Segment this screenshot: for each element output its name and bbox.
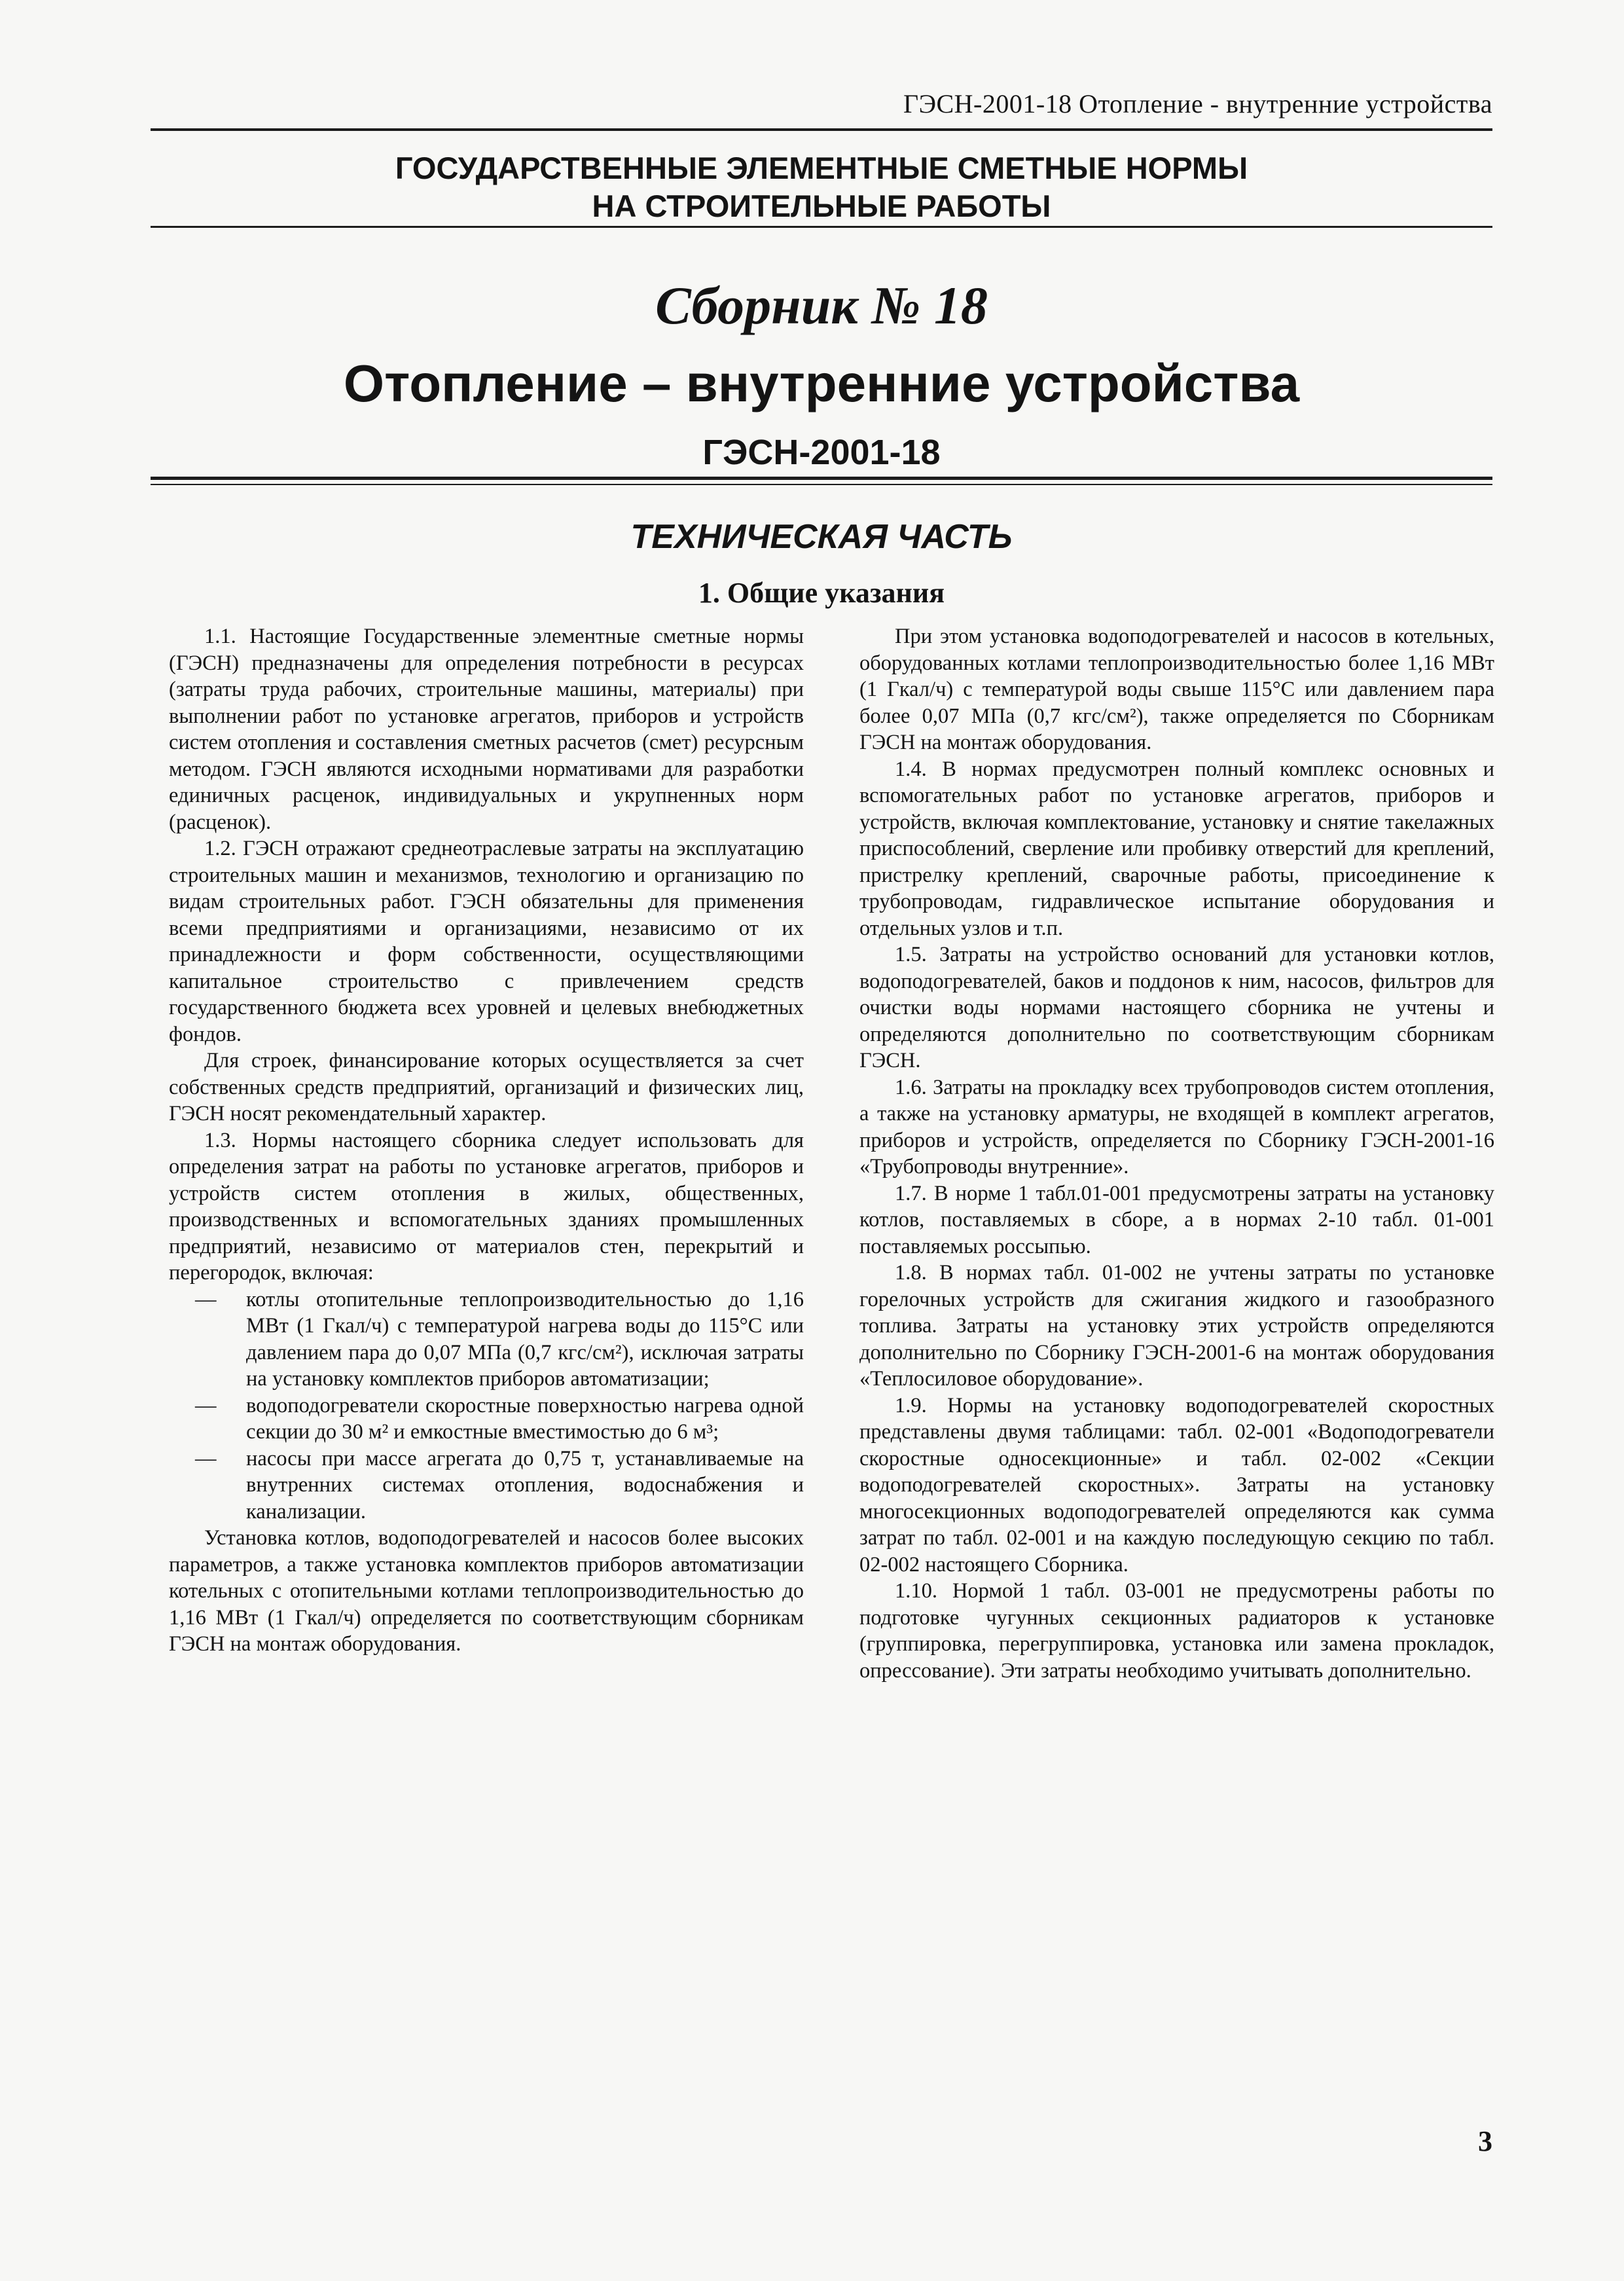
document-code: ГЭСН-2001-18 [702,433,941,472]
equipment-list [169,1286,804,1525]
paragraph-1-6: 1.6. Затраты на прокладку всех трубопроводов систем отопления, а также на установку арматуры, не входящей в комплект агрегатов, приборов и устройств, определяется по Сборнику ГЭСН-2001-16 «Трубопроводы внутренние». [859,1075,1494,1178]
left-column [169,623,804,1658]
title-rule [151,226,1492,228]
list-item: — водоподогреватели скоростные поверхностью нагрева одной секции до 30 м² и емкостные вместимостью до 6 м³; [169,1393,804,1446]
running-header: ГЭСН-2001-18 Отопление - внутренние устройства [903,89,1492,119]
paragraph-1-1: 1.1. Настоящие Государственные элементные сметные нормы (ГЭСН) предназначены для определения потребности в ресурсах (затраты труда рабочих, строительные машины, материалы) при выполнении работ по установке агрегатов, приборов и устройств систем отопления и составления сметных расчетов (смет) ресурсным методом. ГЭСН являются исходными нормативами для разработки единичных расценок, индивидуальных и укрупненных норм (расценок). [169,625,804,834]
code-rule-thin [151,484,1492,485]
paragraph-1-2-note: Для строек, финансирование которых осуществляется за счет собственных средств предприятий, организаций и физических лиц, ГЭСН носят рекомендательный характер. [169,1049,804,1125]
list-item: — котлы отопительные теплопроизводительностью до 1,16 МВт (1 Гкал/ч) с температурой нагрева воды до 115°С или давлением пара до 0,07 МПа (0,7 кгс/см²), исключая затраты на установку комплектов приборов автоматизации; [169,1286,804,1393]
paragraph-1-5: 1.5. Затраты на устройство оснований для установки котлов, водоподогревателей, баков и поддонов к ним, насосов, фильтров для очистки воды нормами настоящего сборника не учтены и определяются дополнительно по соответствующим сборникам ГЭСН. [859,943,1494,1072]
paragraph-1-10: 1.10. Нормой 1 табл. 03-001 не предусмотрены работы по подготовке чугунных секционных радиаторов к установке (группировка, перегруппировка, установка или замена прокладок, опрессование). Эти затраты необходимо учитывать дополнительно. [859,1579,1494,1683]
collection-name: Отопление – внутренние устройства [343,354,1300,412]
collection-number: Сборник № 18 [655,276,988,335]
paragraph-1-3-note: Установка котлов, водоподогревателей и насосов более высоких параметров, а также установка комплектов приборов автоматизации котельных с отопительными котлами теплопроизводительностью до 1,16 МВт (1 Гкал/ч) определяется по соответствующим сборникам ГЭСН на монтаж оборудования. [169,1526,804,1656]
code-rule-thick [151,477,1492,480]
page-number: 3 [1478,2125,1492,2157]
section-title: ТЕХНИЧЕСКАЯ ЧАСТЬ [630,518,1013,556]
paragraph-1-8: 1.8. В нормах табл. 01-002 не учтены затраты по установке горелочных устройств для сжигания жидкого и газообразного топлива. Затраты на установку этих устройств определяются дополнительно по Сборнику ГЭСН-2001-6 на монтаж оборудования «Теплосиловое оборудование». [859,1261,1494,1391]
right-column [859,623,1494,1684]
paragraph-1-3: 1.3. Нормы настоящего сборника следует использовать для определения затрат на работы по установке агрегатов, приборов и устройств систем отопления в жилых, общественных, производственных и вспомогательных зданиях промышленных предприятий, независимо от материалов стен, перекрытий и перегородок, включая: [169,1128,804,1285]
paragraph-1-7: 1.7. В норме 1 табл.01-001 предусмотрены затраты на установку котлов, поставляемых в сборе, а в нормах 2-10 табл. 01-001 поставляемых россыпью. [859,1181,1494,1258]
main-title-line2: НА СТРОИТЕЛЬНЫЕ РАБОТЫ [592,189,1051,223]
paragraph-1-4: 1.4. В нормах предусмотрен полный комплекс основных и вспомогательных работ по установке агрегатов, приборов и устройств, включая комплектование, установку и снятие такелажных приспособлений, сверление или пробивку отверстий для креплений, пристрелку креплений, сварочные работы, присоединение к трубопроводам, гидравлическое испытание оборудования и отдельных узлов и т.п. [859,757,1494,940]
paragraph-1-9: 1.9. Нормы на установку водоподогревателей скоростных представлены двумя таблицами: табл. 02-001 «Водоподогреватели скоростные односекционные» и табл. 02-002 «Секции водоподогревателей скоростных». Затраты на установку многосекционных водоподогревателей определяются как сумма затрат по табл. 02-001 и на каждую последующую секцию по табл. 02-002 настоящего Сборника. [859,1393,1494,1577]
paragraph-1-2: 1.2. ГЭСН отражают среднеотраслевые затраты на эксплуатацию строительных машин и механизмов, технологию и организацию по видам строительных работ. ГЭСН обязательны для применения всеми предприятиями и организациями, независимо от их принадлежности и форм собственности, осуществляющими капитальное строительство с привлечением средств государственного бюджета всех уровней и целевых внебюджетных фондов. [169,837,804,1046]
main-title-line1: ГОСУДАРСТВЕННЫЕ ЭЛЕМЕНТНЫЕ СМЕТНЫЕ НОРМЫ [395,151,1248,185]
subsection-title: 1. Общие указания [698,577,945,609]
main-title [151,149,1492,225]
list-item: — насосы при массе агрегата до 0,75 т, устанавливаемые на внутренних системах отопления, водоснабжения и канализации. [169,1446,804,1525]
header-rule [151,128,1492,131]
paragraph-1-3-cont: При этом установка водоподогревателей и насосов в котельных, оборудованных котлами теплопроизводительностью более 1,16 МВт (1 Гкал/ч) с температурой воды свыше 115°С или давлением пара более 0,07 МПа (0,7 кгс/см²), также определяется по Сборникам ГЭСН на монтаж оборудования. [859,625,1494,754]
